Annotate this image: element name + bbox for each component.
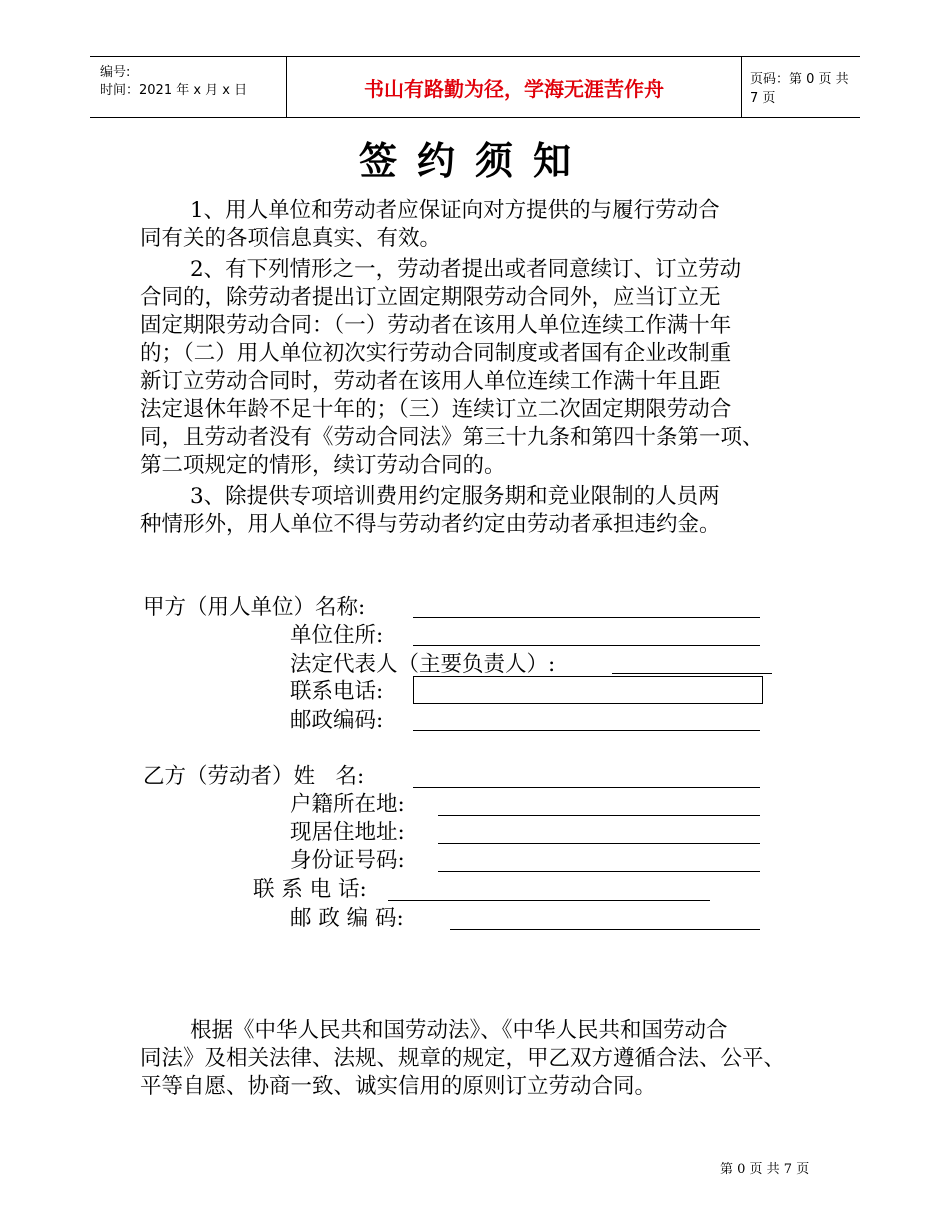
header-page-info: 页码：第 0 页 共 7 页 [750,72,849,106]
party-b-id-field[interactable] [438,871,760,872]
party-b-household-label: 户籍所在地: [290,792,405,817]
party-b-phone-label: 联 系 电 话: [253,877,367,902]
party-a-postal-label: 邮政编码: [290,708,384,733]
paragraph-line: 法定退休年龄不足十年的；（三）连续订立二次固定期限劳动合 [140,397,732,422]
paragraph-line: 2、有下列情形之一，劳动者提出或者同意续订、订立劳动 [190,257,742,282]
party-a-phone-field[interactable] [413,676,763,704]
closing-line: 根据《中华人民共和国劳动法》、《中华人民共和国劳动合 [190,1018,728,1043]
paragraph-line: 种情形外，用人单位不得与劳动者约定由劳动者承担违约金。 [140,512,721,537]
page-footer: 第 0 页 共 7 页 [720,1162,810,1177]
document-title: 签约须知 [358,138,591,183]
party-a-address-label: 单位住所: [290,623,384,648]
party-b-name-field[interactable] [413,787,760,788]
number-label: 编号: [100,65,131,80]
party-a-name-field[interactable] [413,617,760,618]
paragraph-line: 1、用人单位和劳动者应保证向对方提供的与履行劳动合 [190,198,720,223]
paragraph-line: 固定期限劳动合同：（一）劳动者在该用人单位连续工作满十年 [140,313,732,338]
party-a-name-label: 甲方（用人单位）名称: [143,595,366,620]
party-a-address-field[interactable] [413,645,760,646]
header-motto: 书山有路勤为径，学海无涯苦作舟 [286,57,742,117]
party-b-postal-field[interactable] [450,929,760,930]
paragraph-line: 合同的，除劳动者提出订立固定期限劳动合同外，应当订立无 [140,285,721,310]
party-b-id-label: 身份证号码: [290,848,405,873]
party-b-residence-label: 现居住地址: [290,820,405,845]
paragraph-line: 同，且劳动者没有《劳动合同法》第三十九条和第四十条第一项、 [140,425,764,450]
party-a-rep-label: 法定代表人（主要负责人）: [290,652,556,677]
party-a-rep-field[interactable] [612,673,772,674]
party-b-residence-field[interactable] [438,843,760,844]
party-b-household-field[interactable] [438,815,760,816]
paragraph-line: 第二项规定的情形，续订劳动合同的。 [140,453,506,478]
paragraph-line: 的；（二）用人单位初次实行劳动合同制度或者国有企业改制重 [140,341,732,366]
document-header [90,56,860,118]
paragraph-line: 同有关的各项信息真实、有效。 [140,226,442,251]
time-label: 时间：2021 年 x 月 x 日 [100,83,248,98]
party-b-phone-field[interactable] [388,900,710,901]
party-b-name-label: 乙方（劳动者）姓 名: [143,764,365,789]
party-b-postal-label: 邮 政 编 码: [290,906,404,931]
party-a-phone-label: 联系电话: [290,679,384,704]
paragraph-line: 新订立劳动合同时，劳动者在该用人单位连续工作满十年且距 [140,369,721,394]
party-a-postal-field[interactable] [413,730,760,731]
closing-line: 同法》及相关法律、法规、规章的规定，甲乙双方遵循合法、公平、 [140,1046,786,1071]
paragraph-line: 3、除提供专项培训费用约定服务期和竞业限制的人员两 [190,484,720,509]
header-meta [90,57,286,117]
closing-line: 平等自愿、协商一致、诚实信用的原则订立劳动合同。 [140,1074,657,1099]
